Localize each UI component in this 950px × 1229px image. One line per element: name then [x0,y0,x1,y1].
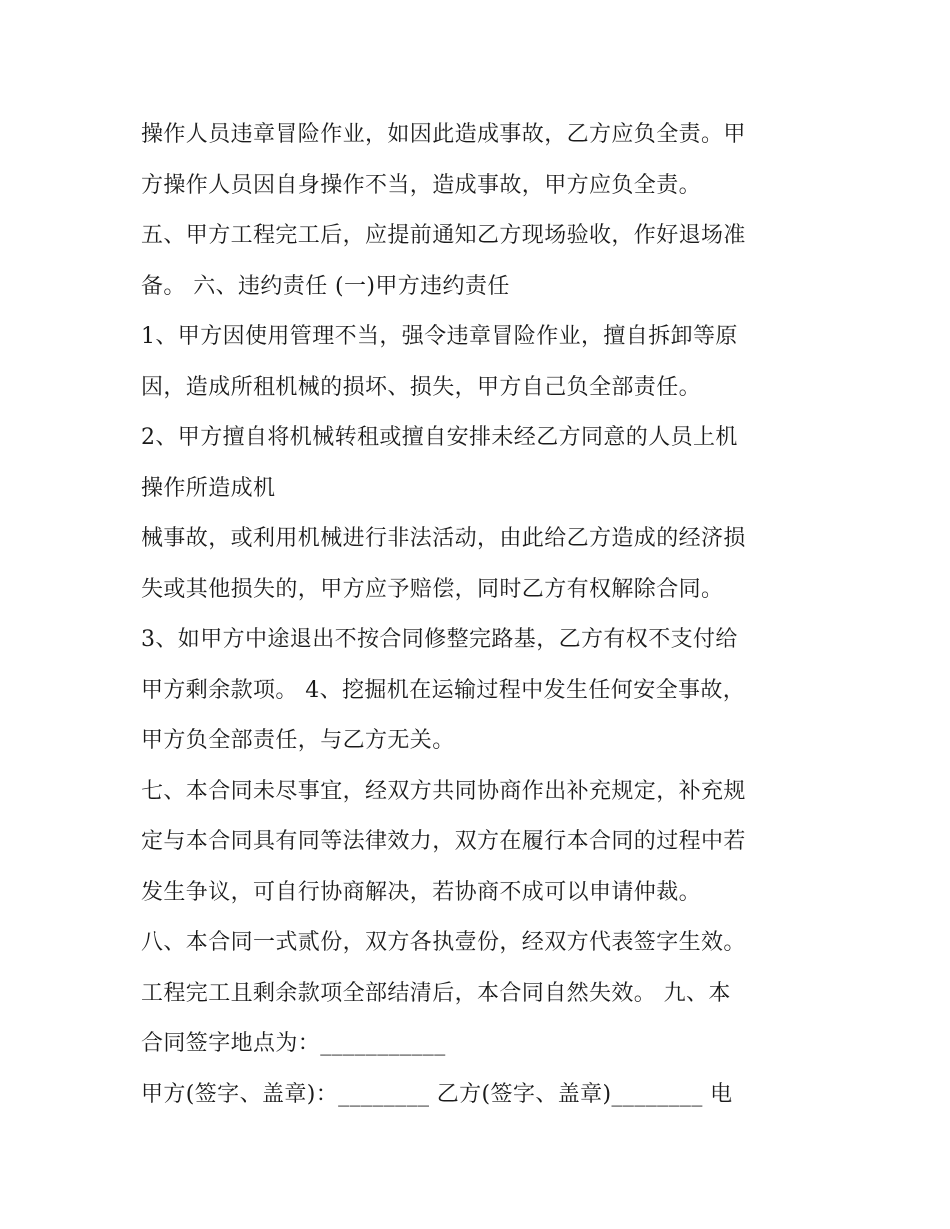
text-line: 失或其他损失的，甲方应予赔偿，同时乙方有权解除合同。 [141,576,724,602]
text-line: 甲方剩余款项。 4、挖掘机在运输过程中发生任何安全事故， [141,677,746,703]
text-line: 方操作人员因自身操作不当，造成事故，甲方应负全责。 [141,172,702,198]
text-line: 操作人员违章冒险作业，如因此造成事故，乙方应负全责。甲 [141,122,746,147]
text-line: 械事故，或利用机械进行非法活动，由此给乙方造成的经济损 [141,526,746,551]
text-line: 3、如甲方中途退出不按合同修整完路基，乙方有权不支付给 [141,627,738,652]
text-line: 五、甲方工程完工后，应提前通知乙方现场验收，作好退场准 [141,223,746,248]
contract-text-body [141,110,821,1120]
text-line: 工程完工且剩余款项全部结清后，本合同自然失效。 九、本 [141,980,731,1006]
text-line: 发生争议，可自行协商解决，若协商不成可以申请仲裁。 [141,879,702,905]
text-line: 2、甲方擅自将机械转租或擅自安排未经乙方同意的人员上机 [141,425,738,450]
text-line: 七、本合同未尽事宜，经双方共同协商作出补充规定，补充规 [141,778,746,804]
text-line: 定与本合同具有同等法律效力，双方在履行本合同的过程中若 [141,829,746,854]
text-line: 1、甲方因使用管理不当，强令违章冒险作业，擅自拆卸等原 [141,324,738,349]
text-line: 八、本合同一式贰份，双方各执壹份，经双方代表签字生效。 [141,930,746,955]
text-line: 因，造成所租机械的损坏、损失，甲方自己负全部责任。 [141,374,702,400]
text-line: 备。 六、违约责任 (一)甲方违约责任 [141,273,510,299]
text-line: 甲方负全部责任，与乙方无关。 [141,728,455,753]
signature-line: 甲方(签字、盖章)：________ 乙方(签字、盖章)________ 电 [141,1081,733,1107]
text-line: 操作所造成机 [141,475,276,501]
signing-location-line: 合同签字地点为：___________ [141,1031,446,1056]
